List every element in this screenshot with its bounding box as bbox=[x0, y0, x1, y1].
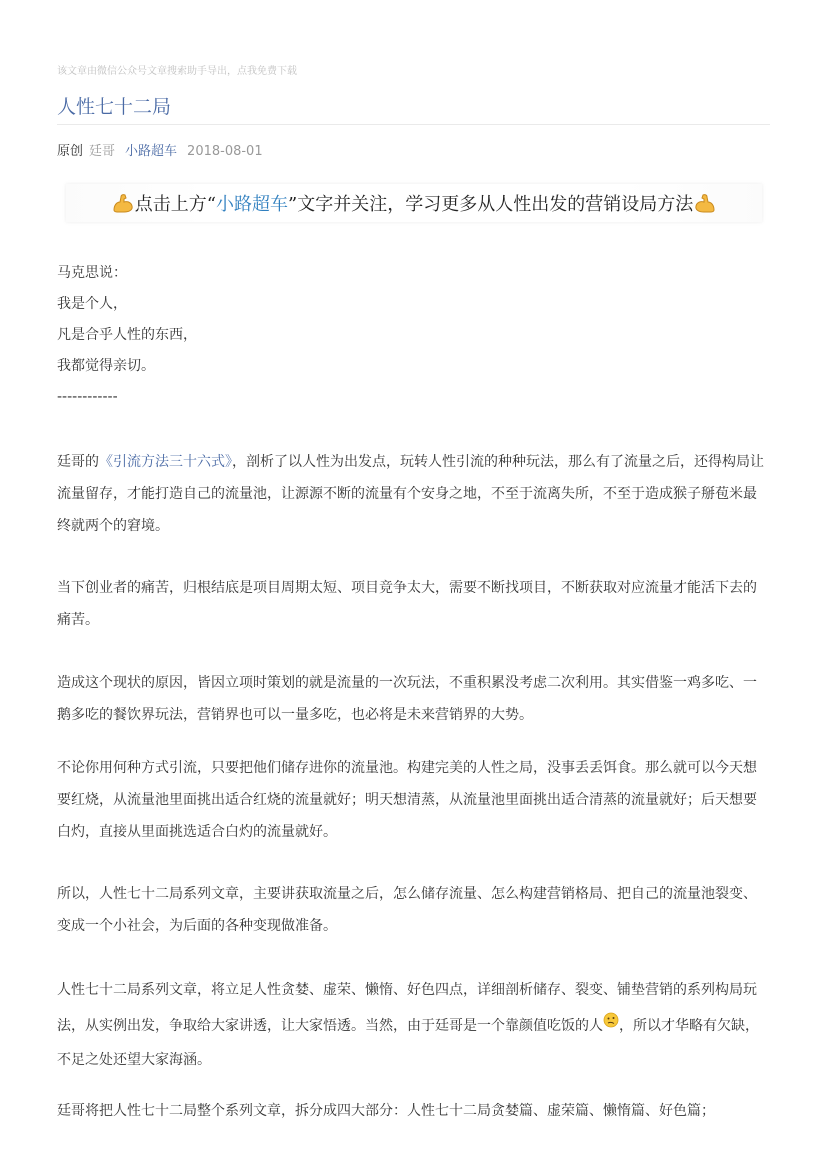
paragraph-7: 廷哥将把人性七十二局整个系列文章，拆分成四大部分：人性七十二局贪婪篇、虚荣篇、懒惰篇、好色篇； bbox=[57, 1103, 715, 1119]
banner-text-before: 点击上方“ bbox=[134, 194, 216, 215]
marx-quote bbox=[57, 258, 197, 413]
quote-line: 我是个人， bbox=[57, 296, 127, 312]
flexed-biceps-icon bbox=[111, 191, 135, 215]
banner-account-highlight: 小路超车 bbox=[216, 194, 288, 215]
flexed-biceps-icon bbox=[693, 191, 717, 215]
paragraph-4: 不论你用何种方式引流，只要把他们储存进你的流量池。构建完美的人性之局，没事丢丢饵食。那么就可以今天想要红烧，从流量池里面挑出适合红烧的流量就好；明天想清蒸，从流量池里面挑出适合清蒸的流量就好；后天想要白灼，直接从里面挑选适合白灼的流量就好。 bbox=[57, 760, 757, 840]
paragraph-6 bbox=[57, 973, 767, 1077]
account-name-link[interactable]: 小路超车 bbox=[125, 144, 178, 159]
follow-banner bbox=[66, 184, 762, 222]
quote-line: 马克思说： bbox=[57, 265, 127, 281]
original-label: 原创 bbox=[57, 144, 84, 159]
paragraph-text: 廷哥的 bbox=[57, 454, 99, 470]
paragraph-text: 人性七十二局系列文章，将立足人性贪婪、虚荣、懒惰、好色四点，详细剖析储存、裂变、铺垫营销的系列构局玩法，从实例出发，争取给大家讲透，让大家悟透。当然，由于廷哥是一个靠颜值吃饭的人 bbox=[57, 982, 757, 1034]
download-notice-link[interactable]: 该文章由微信公众号文章搜索助手导出，点我免费下载 bbox=[57, 66, 297, 77]
paragraph-5: 所以，人性七十二局系列文章，主要讲获取流量之后，怎么储存流量、怎么构建营销格局、把自己的流量池裂变、变成一个小社会，为后面的各种变现做准备。 bbox=[57, 886, 757, 934]
thinking-face-icon bbox=[603, 1007, 619, 1023]
paragraph-3: 造成这个现状的原因，皆因立项时策划的就是流量的一次玩法，不重积累没考虑二次利用。其实借鉴一鸡多吃、一鹅多吃的餐饮界玩法，营销界也可以一量多吃，也必将是未来营销界的大势。 bbox=[57, 675, 757, 723]
banner-text-after: ”文字并关注，学习更多从人性出发的营销设局方法 bbox=[288, 194, 694, 215]
title-divider bbox=[57, 124, 770, 125]
paragraph-1 bbox=[57, 446, 767, 542]
quote-line: 我都觉得亲切。 bbox=[57, 358, 155, 374]
paragraph-text: ，剖析了以人性为出发点，玩转人性引流的种种玩法，那么有了流量之后，还得构局让流量留存，才能打造自己的流量池，让源源不断的流量有个安身之地，不至于流离失所，不至于造成猴子掰苞米最终就两个的窘境。 bbox=[57, 454, 764, 534]
series-article-link[interactable]: 《引流方法三十六式》 bbox=[99, 454, 232, 470]
author-name: 廷哥 bbox=[89, 144, 116, 159]
paragraph-text: ，所以才华略有欠缺，不足之处还望大家海涵。 bbox=[57, 1018, 759, 1068]
article-title: 人性七十二局 bbox=[57, 96, 172, 118]
quote-separator: ------------ bbox=[57, 389, 118, 405]
article-meta bbox=[57, 140, 263, 159]
quote-line: 凡是合乎人性的东西， bbox=[57, 327, 197, 343]
publish-date: 2018-08-01 bbox=[187, 144, 263, 159]
paragraph-2: 当下创业者的痛苦，归根结底是项目周期太短、项目竞争太大，需要不断找项目，不断获取对应流量才能活下去的痛苦。 bbox=[57, 580, 757, 628]
